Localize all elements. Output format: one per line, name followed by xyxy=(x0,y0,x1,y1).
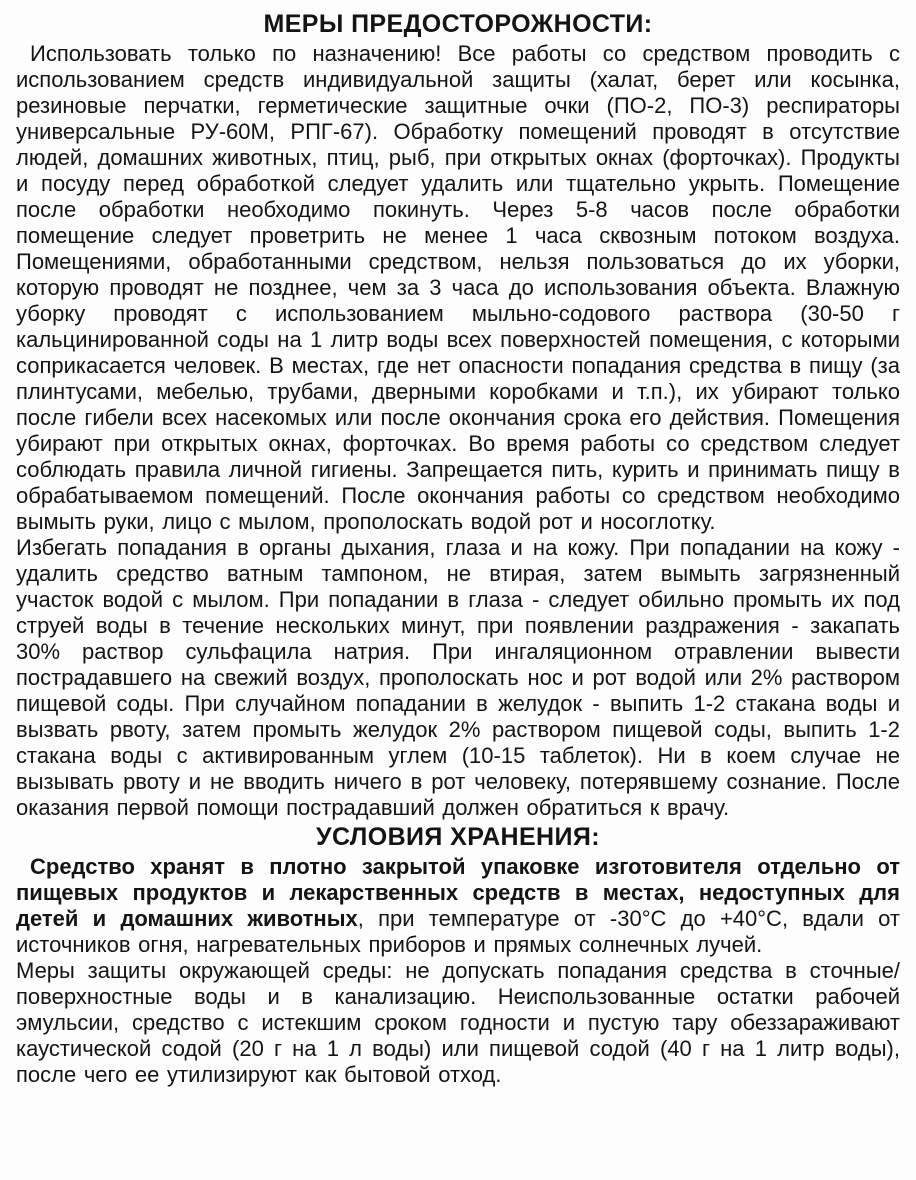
storage-paragraph xyxy=(16,854,900,958)
environment-paragraph: Меры защиты окружающей среды: не допускать попадания средства в сточные/поверхностные воды и в канализацию. Неиспользованные остатки рабочей эмульсии, средство с истекшим сроком годности и пустую тару обеззараживают каустической содой (20 г на 1 л воды) или пищевой содой (40 г на 1 литр воды), после чего ее утилизируют как бытовой отход. xyxy=(16,958,900,1087)
storage-paragraph-regular-text: , при температуре от -30°С до +40°С, вдали от источников огня, нагревательных приборов и прямых солнечных лучей. xyxy=(16,906,900,957)
storage-heading: УСЛОВИЯ ХРАНЕНИЯ: xyxy=(316,823,600,851)
first-aid-paragraph: Избегать попадания в органы дыхания, глаза и на кожу. При попадании на кожу - удалить средство ватным тампоном, не втирая, затем вымыть загрязненный участок водой с мылом. При попадании в глаза - следует обильно промыть их под струей воды в течение нескольких минут, при появлении раздражения - закапать 30% раствор сульфацила натрия. При ингаляционном отравлении вывести пострадавшего на свежий воздух, прополоскать нос и рот водой или 2% раствором пищевой соды. При случайном попадании в желудок - выпить 1-2 стакана воды и вызвать рвоту, затем промыть желудок 2% раствором пищевой соды, выпить 1-2 стакана воды с активированным углем (10-15 таблеток). Ни в коем случае не вызывать рвоту и не вводить ничего в рот человеку, потерявшему сознание. После оказания первой помощи пострадавший должен обратиться к врачу. xyxy=(16,535,900,820)
precautions-heading: МЕРЫ ПРЕДОСТОРОЖНОСТИ: xyxy=(263,10,653,38)
storage-paragraph-bold-text: Средство хранят в плотно закрытой упаковке изготовителя отдельно от пищевых продуктов и лекарственных средств в местах, недоступных для детей и домашних животных xyxy=(16,854,900,931)
precautions-usage-paragraph: Использовать только по назначению! Все работы со средством проводить с использованием средств индивидуальной защиты (халат, берет или косынка, резиновые перчатки, герметические защитные очки (ПО-2, ПО-3) респираторы универсальные РУ-60М, РПГ-67). Обработку помещений проводят в отсутствие людей, домашних животных, птиц, рыб, при открытых окнах (форточках). Продукты и посуду перед обработкой следует удалить или тщательно укрыть. Помещение после обработки необходимо покинуть. Через 5-8 часов после обработки помещение следует проветрить не менее 1 часа сквозным потоком воздуха. Помещениями, обработанными средством, нельзя пользоваться до их уборки, которую проводят не позднее, чем за 3 часа до использования объекта. Влажную уборку проводят с использованием мыльно-содового раствора (30-50 г кальцинированной соды на 1 литр воды всех поверхностей помещения, с которыми соприкасается человек. В местах, где нет опасности попадания средства в пищу (за плинтусами, мебелью, трубами, дверными коробками и т.п.), их убирают только после гибели всех насекомых или после окончания срока его действия. Помещения убирают при открытых окнах, форточках. Во время работы со средством следует соблюдать правила личной гигиены. Запрещается пить, курить и принимать пищу в обрабатываемом помещений. После окончания работы со средством необходимо вымыть руки, лицо с мылом, прополоскать водой рот и носоглотку. xyxy=(16,41,900,534)
